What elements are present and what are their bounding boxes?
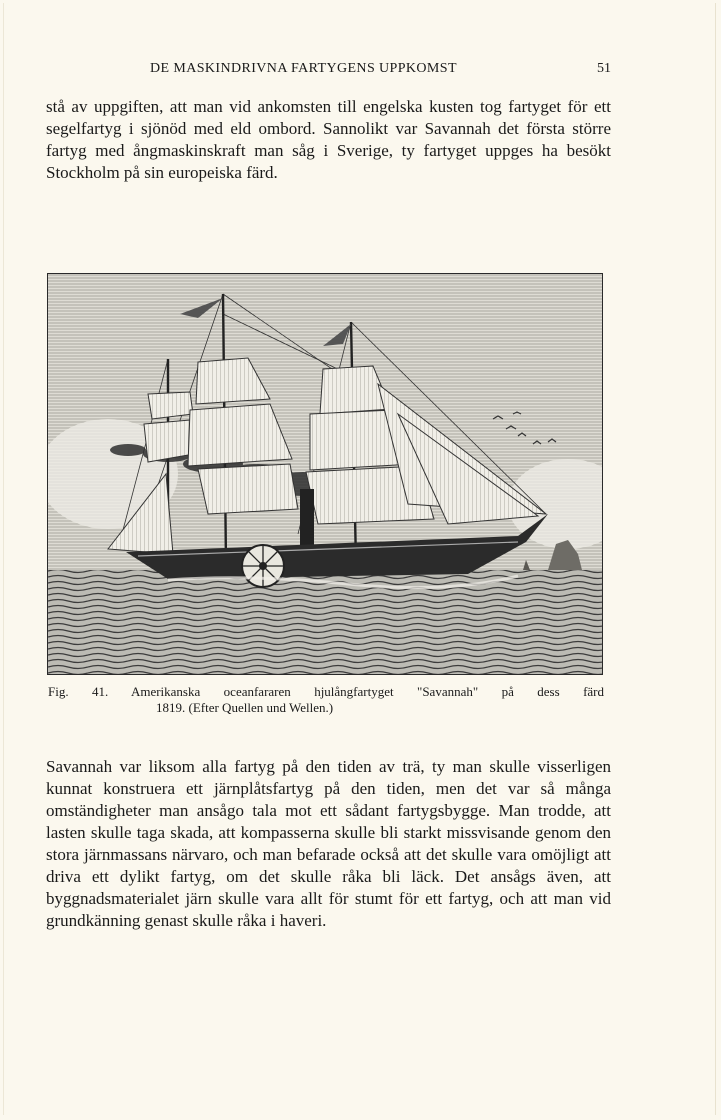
funnel xyxy=(300,489,314,549)
ship-illustration xyxy=(47,273,603,675)
paddle-wheel xyxy=(242,545,284,587)
caption-line-2: 1819. (Efter Quellen und Wellen.) xyxy=(156,700,334,715)
page-number: 51 xyxy=(597,61,611,76)
paragraph-main: Savannah var liksom alla fartyg på den tiden av trä, ty man skulle visserligen kunnat konstruera ett järnplåtsfartyg på den tiden, men det var så många omständigheter man ansågo tala mot ett sådant fartygsbygge. Man trodde, att lasten skulle taga skada, att kompasserna skulle bli starkt missvisande genom den stora järnmassans närvaro, och man befarade också att det skulle vara omöjligt att driva ett dylikt fartyg, om det skulle råka bli läck. Det ansågs även, att byggnadsmaterialet järn skulle vara allt för stumt för ett fartyg, och att man vid grundkänning genast skulle råka i haveri. xyxy=(46,757,611,930)
caption-line-1: Fig. 41. Amerikanska oceanfararen hjulångfartyget "Savannah" på dess färd xyxy=(48,684,604,699)
running-title: DE MASKINDRIVNA FARTYGENS UPPKOMST xyxy=(150,61,457,76)
figure-caption xyxy=(48,684,604,716)
paragraph-intro: stå av uppgiften, att man vid ankomsten till engelska kusten tog fartyget för ett segelfartyg i sjönöd med eld ombord. Sannolikt var Savannah det första större fartyg med ångmaskinskraft man såg i Sverige, ty fartyget uppges ha besökt Stockholm på sin europeiska färd. xyxy=(46,97,611,182)
running-head xyxy=(0,58,721,82)
